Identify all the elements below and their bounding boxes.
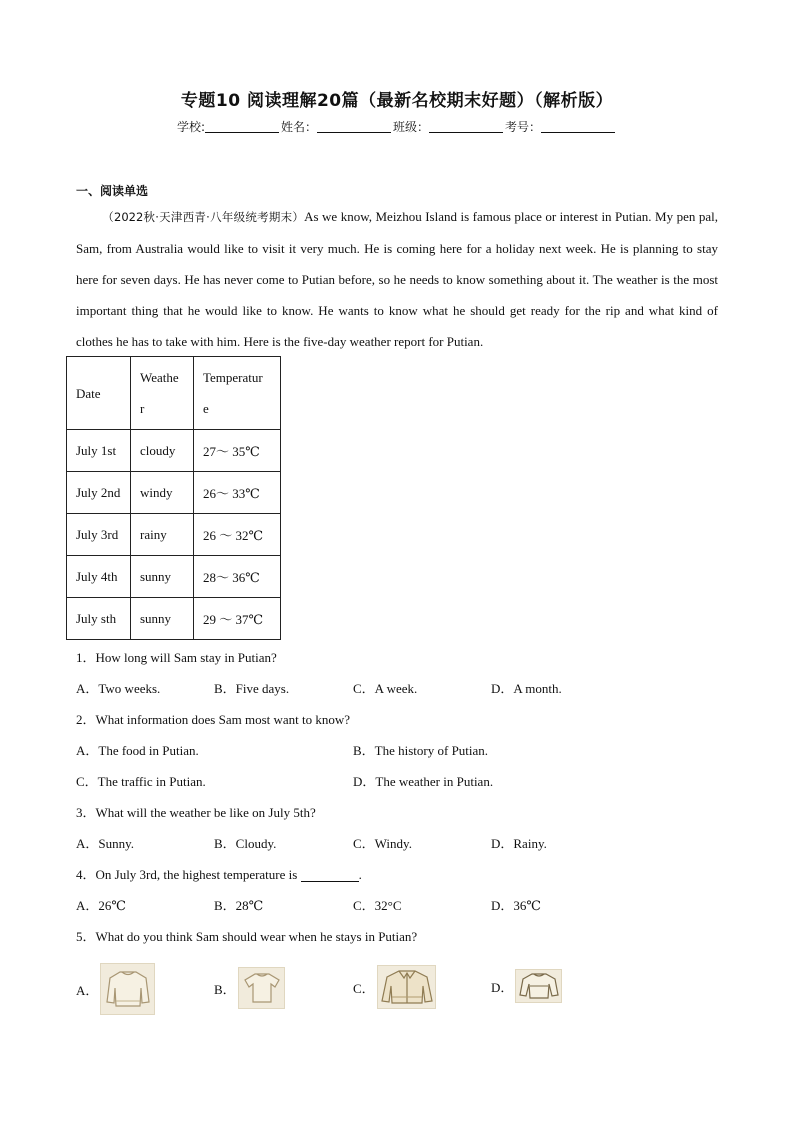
cell-date: July 4th: [67, 556, 131, 598]
t-shirt-icon: [238, 967, 285, 1009]
option-a[interactable]: A．Two weeks.: [76, 681, 161, 696]
option-a[interactable]: [76, 963, 155, 1015]
option-row: [76, 740, 736, 771]
option-row: [76, 771, 736, 802]
table-row: [67, 472, 281, 514]
cell-weather: rainy: [131, 514, 194, 556]
passage-source: （2022秋·天津西青·八年级统考期末）: [102, 210, 305, 224]
cell-date: July 2nd: [67, 472, 131, 514]
table-header-row: [67, 357, 281, 430]
weather-table: [66, 356, 281, 640]
cell-weather: cloudy: [131, 430, 194, 472]
option-d[interactable]: D．36℃: [491, 898, 541, 913]
question-stem: 2．What information does Sam most want to know?: [76, 712, 351, 727]
option-row: [76, 833, 736, 864]
student-info-line: [0, 118, 794, 135]
header-cell-date: Date: [67, 357, 131, 430]
question-stem: 3．What will the weather be like on July 5th?: [76, 805, 316, 820]
option-row: [76, 678, 736, 709]
cell-temperature: 27～ 35℃: [194, 430, 281, 472]
option-d[interactable]: D．Rainy.: [491, 836, 547, 851]
image-option-row: [76, 957, 736, 1017]
cell-temperature: 26 ～ 32℃: [194, 514, 281, 556]
option-b[interactable]: B．Cloudy.: [214, 836, 277, 851]
option-d[interactable]: D．The weather in Putian.: [353, 774, 494, 789]
option-label: C．: [353, 980, 375, 996]
table-row: [67, 556, 281, 598]
school-blank[interactable]: [205, 120, 279, 133]
question-stem-text: 4．On July 3rd, the highest temperature is: [76, 867, 298, 882]
option-d[interactable]: [491, 969, 562, 1003]
exam-no-label: 考号：: [505, 120, 542, 134]
option-b[interactable]: B．28℃: [214, 898, 264, 913]
question-list: [76, 647, 736, 1017]
option-c[interactable]: C．32°C: [353, 898, 402, 913]
sweater-icon: [100, 963, 155, 1015]
cell-temperature: 26～ 33℃: [194, 472, 281, 514]
option-row: [76, 895, 736, 926]
class-blank[interactable]: [429, 120, 503, 133]
table-row: [67, 514, 281, 556]
cell-weather: sunny: [131, 598, 194, 640]
option-a[interactable]: A．The food in Putian.: [76, 743, 199, 758]
cell-date: July 3rd: [67, 514, 131, 556]
option-c[interactable]: C．A week.: [353, 681, 418, 696]
cell-date: July sth: [67, 598, 131, 640]
answer-blank[interactable]: [301, 867, 359, 882]
option-label: D．: [491, 979, 514, 995]
long-sleeve-shirt-icon: [515, 969, 562, 1003]
class-label: 班级：: [393, 120, 430, 134]
question-stem: 1．How long will Sam stay in Putian?: [76, 650, 277, 665]
cell-date: July 1st: [67, 430, 131, 472]
cell-temperature: 28～ 36℃: [194, 556, 281, 598]
option-a[interactable]: A．26℃: [76, 898, 126, 913]
question-stem: 5．What do you think Sam should wear when he stays in Putian?: [76, 929, 418, 944]
option-b[interactable]: [214, 967, 285, 1009]
page-title: 专题10 阅读理解20篇（最新名校期末好题）（解析版）: [180, 91, 614, 111]
option-b[interactable]: B．The history of Putian.: [353, 743, 489, 758]
header-cell-temperature: Temperatur e: [194, 357, 281, 430]
option-d[interactable]: D．A month.: [491, 681, 562, 696]
option-label: A．: [76, 982, 99, 998]
cell-weather: windy: [131, 472, 194, 514]
table-row: [67, 430, 281, 472]
reading-passage: [76, 201, 718, 357]
option-a[interactable]: A．Sunny.: [76, 836, 135, 851]
option-c[interactable]: C．Windy.: [353, 836, 412, 851]
option-c[interactable]: C．The traffic in Putian.: [76, 774, 206, 789]
header-cell-weather: Weathe r: [131, 357, 194, 430]
question-stem-end: .: [358, 867, 362, 882]
table-row: [67, 598, 281, 640]
exam-no-blank[interactable]: [541, 120, 615, 133]
name-label: 姓名：: [281, 120, 318, 134]
jacket-icon: [377, 965, 436, 1009]
passage-text: As we know, Meizhou Island is famous place or interest in Putian. My pen pal, Sam, from Australia would like to visit it very much. He is coming here for a holiday next week. He is planning to stay here for seven days. He has never come to Putian before, so he needs to know something about it. The weather is the most important thing that he would like to know. He wants to know what he should get ready for the rip and what kind of clothes he has to take with him. Here is the five-day weather report for Putian.: [76, 209, 718, 349]
option-c[interactable]: [353, 965, 436, 1009]
name-blank[interactable]: [317, 120, 391, 133]
school-label: 学校:: [176, 120, 205, 134]
section-heading: 一、阅读单选: [76, 184, 149, 198]
option-label: B．: [214, 981, 236, 997]
cell-weather: sunny: [131, 556, 194, 598]
cell-temperature: 29 ～ 37℃: [194, 598, 281, 640]
question-stem: [76, 864, 736, 895]
option-b[interactable]: B．Five days.: [214, 681, 290, 696]
